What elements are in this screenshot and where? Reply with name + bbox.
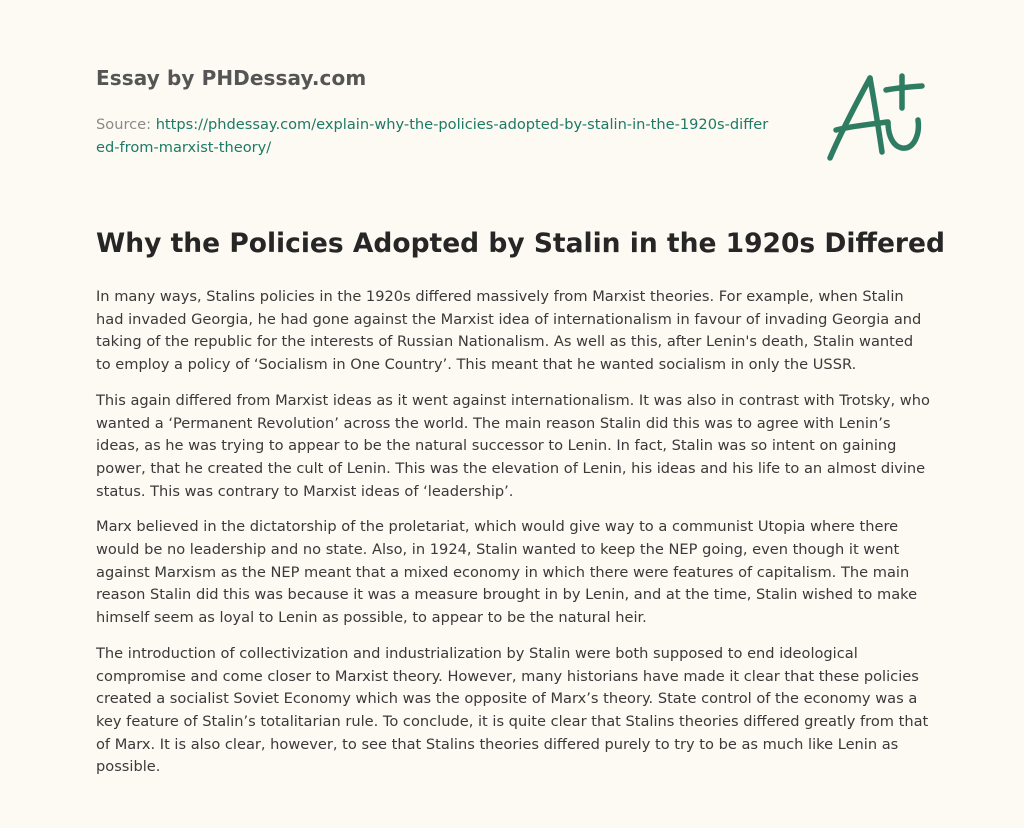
source-label: Source:	[96, 116, 156, 133]
source-line	[96, 113, 776, 159]
essay-paragraph: The introduction of collectivization and industrialization by Stalin were both supposed to end ideological compromise and come closer to Marxist theory. However, many historians have made it clear that these policies created a socialist Soviet Economy which was the opposite of Marx’s theory. State control of the economy was a key feature of Stalin’s totalitarian rule. To conclude, it is quite clear that Stalins theories differed greatly from that of Marx. It is also clear, however, to see that Stalins theories differed purely to try to be as much like Lenin as possible.	[96, 644, 929, 776]
essay-paragraph: This again differed from Marxist ideas as it went against internationalism. It was also in contrast with Trotsky, who wanted a ‘Permanent Revolution’ across the world. The main reason Stalin did this was to agree with Lenin’s ideas, as he was trying to appear to be the natural successor to Lenin. In fact, Stalin was so intent on gaining power, that he created the cult of Lenin. This was the elevation of Lenin, his ideas and his life to an almost divine status. This was contrary to Marxist ideas of ‘leadership’.	[96, 391, 930, 500]
essay-body	[96, 286, 932, 792]
essay-paragraph: In many ways, Stalins policies in the 1920s differed massively from Marxist theories. For example, when Stalin had invaded Georgia, he had gone against the Marxist idea of internationalism in favour of invading Georgia and taking of the republic for the interests of Russian Nationalism. As well as this, after Lenin's death, Stalin wanted to employ a policy of ‘Socialism in One Country’. This meant that he wanted socialism in only the USSR.	[96, 288, 922, 374]
site-brand: Essay by PHDessay.com	[96, 66, 367, 90]
source-link[interactable]: https://phdessay.com/explain-why-the-policies-adopted-by-stalin-in-the-1920s-differed-from-marxist-theory/	[96, 116, 769, 156]
essay-title: Why the Policies Adopted by Stalin in the 1920s Differed	[96, 228, 945, 259]
essay-paragraph: Marx believed in the dictatorship of the proletariat, which would give way to a communist Utopia where there would be no leadership and no state. Also, in 1924, Stalin wanted to keep the NEP going, even though it went against Marxism as the NEP meant that a mixed economy in which there were features of capitalism. The main reason Stalin did this was because it was a measure brought in by Lenin, and at the time, Stalin wished to make himself seem as loyal to Lenin as possible, to appear to be the natural heir.	[96, 518, 918, 627]
a-plus-grade-icon	[822, 70, 932, 166]
page-header	[96, 64, 796, 159]
